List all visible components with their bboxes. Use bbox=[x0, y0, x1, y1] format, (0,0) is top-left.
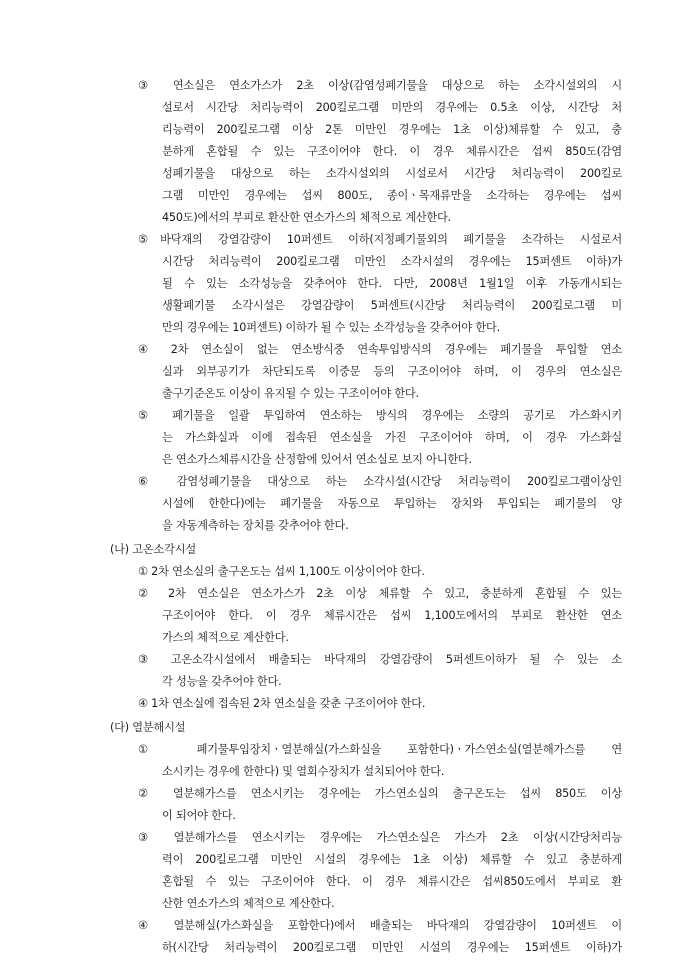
pyrolysis-item-3-line-3: 혼합될 수 있는 구조이어야 한다. 이 경우 체류시간은 섭씨850도에서 부피로 환 bbox=[162, 875, 622, 888]
pyrolysis-item-3-line-4: 산한 연소가스의 체적으로 계산한다. bbox=[162, 897, 335, 910]
paragraph-4-continuous-feed-line-3: 출구기준온도 이상이 유지될 수 있는 구조이어야 한다. bbox=[162, 387, 419, 400]
paragraph-5-batch-feed-line-1: ⑤ 폐기물을 일괄 투입하여 연소하는 방식의 경우에는 소량의 공기로 가스화시키 bbox=[138, 409, 622, 422]
high-temp-item-2-line-1: ② 2차 연소실은 연소가스가 2초 이상 체류할 수 있고, 충분하게 혼합될 수 있는 bbox=[138, 587, 622, 600]
paragraph-6-infectious-line-1: ⑥ 감염성폐기물을 대상으로 하는 소각시설(시간당 처리능력이 200킬로그램이상인 bbox=[138, 475, 622, 488]
paragraph-3-combustion-line-6: 그램 미만인 경우에는 섭씨 800도, 종이ㆍ목재류만을 소각하는 경우에는 섭씨 bbox=[162, 189, 622, 202]
paragraph-4-continuous-feed-line-2: 실과 외부공기가 차단되도록 이중문 등의 구조이어야 하며, 이 경우의 연소실은 bbox=[162, 365, 622, 378]
paragraph-6-infectious-line-3: 을 자동계측하는 장치를 갖추어야 한다. bbox=[162, 519, 349, 532]
paragraph-5-bottom-ash-line-2: 시간당 처리능력이 200킬로그램 미만인 소각시설의 경우에는 15퍼센트 이하)가 bbox=[162, 255, 622, 268]
paragraph-5-bottom-ash-line-4: 생활폐기물 소각시설은 강열감량이 5퍼센트(시간당 처리능력이 200킬로그램 미 bbox=[162, 299, 622, 312]
high-temp-item-2-line-2: 구조이어야 한다. 이 경우 체류시간은 섭씨 1,100도에서의 부피로 환산한 연소 bbox=[162, 609, 622, 622]
high-temp-item-3-line-1: ③ 고온소각시설에서 배출되는 바닥재의 강열감량이 5퍼센트이하가 될 수 있는 소 bbox=[138, 653, 622, 666]
paragraph-3-combustion-line-4: 분하게 혼합될 수 있는 구조이어야 한다. 이 경우 체류시간은 섭씨 850도(감염 bbox=[162, 145, 622, 158]
pyrolysis-item-1-line-1: ① 폐기물투입장치ㆍ열분해실(가스화실을 포함한다)ㆍ가스연소실(열분해가스를 연 bbox=[138, 743, 622, 756]
paragraph-6-infectious-line-2: 시설에 한한다)에는 폐기물을 자동으로 투입하는 장치와 투입되는 폐기물의 양 bbox=[162, 497, 622, 510]
pyrolysis-item-3-line-1: ③ 열분해가스를 연소시키는 경우에는 가스연소실은 가스가 2초 이상(시간당처리능 bbox=[138, 831, 622, 844]
high-temp-item-1: ① 2차 연소실의 출구온도는 섭씨 1,100도 이상이어야 한다. bbox=[138, 565, 425, 578]
paragraph-5-bottom-ash-line-5: 만의 경우에는 10퍼센트) 이하가 될 수 있는 소각성능을 갖추어야 한다. bbox=[162, 321, 500, 334]
paragraph-5-bottom-ash-line-1: ⑤바닥재의 강열감량이 10퍼센트 이하(지정폐기물외의 폐기물을 소각하는 시설로서 bbox=[138, 233, 622, 246]
paragraph-3-combustion-line-3: 리능력이 200킬로그램 이상 2톤 미만인 경우에는 1초 이상)체류할 수 있고, 충 bbox=[162, 123, 622, 136]
pyrolysis-item-1-line-2: 소시키는 경우에 한한다) 및 열회수장치가 설치되어야 한다. bbox=[162, 765, 445, 778]
paragraph-3-combustion-line-2: 설로서 시간당 처리능력이 200킬로그램 미만의 경우에는 0.5초 이상, 시간당 처 bbox=[162, 101, 622, 114]
paragraph-3-combustion-line-7: 450도)에서의 부피로 환산한 연소가스의 체적으로 계산한다. bbox=[162, 211, 452, 224]
paragraph-5-batch-feed-line-2: 는 가스화실과 이에 접속된 연소실을 가진 구조이어야 하며, 이 경우 가스화실 bbox=[162, 431, 622, 444]
high-temp-item-3-line-2: 각 성능을 갖추어야 한다. bbox=[162, 675, 282, 688]
pyrolysis-item-4-line-2: 하(시간당 처리능력이 200킬로그램 미만인 시설의 경우에는 15퍼센트 이하)가 bbox=[162, 941, 622, 954]
pyrolysis-item-2-line-1: ② 열분해가스를 연소시키는 경우에는 가스연소실의 출구온도는 섭씨 850도 이상 bbox=[138, 787, 622, 800]
high-temp-item-2-line-3: 가스의 체적으로 계산한다. bbox=[162, 631, 289, 644]
paragraph-4-continuous-feed-line-1: ④ 2차 연소실이 없는 연소방식중 연속투입방식의 경우에는 폐기물을 투입할 연소 bbox=[138, 343, 622, 356]
paragraph-3-combustion-line-1: ③ 연소실은 연소가스가 2초 이상(감염성폐기물을 대상으로 하는 소각시설외의 시 bbox=[138, 79, 622, 92]
pyrolysis-item-2-line-2: 이 되어야 한다. bbox=[162, 809, 236, 822]
pyrolysis-item-4-line-1: ④ 열분해실(가스화실을 포함한다)에서 배출되는 바닥재의 강열감량이 10퍼센트 이 bbox=[138, 919, 622, 932]
paragraph-3-combustion-line-5: 성폐기물을 대상으로 하는 소각시설외의 시설로서 시간당 처리능력이 200킬로 bbox=[162, 167, 622, 180]
paragraph-5-bottom-ash-line-3: 될 수 있는 소각성능을 갖추어야 한다. 다만, 2008년 1월1일 이후 가동개시되는 bbox=[162, 277, 622, 290]
section-heading-high-temp: (나) 고온소각시설 bbox=[110, 543, 196, 556]
paragraph-5-batch-feed-line-3: 은 연소가스체류시간을 산정함에 있어서 연소실로 보지 아니한다. bbox=[162, 453, 472, 466]
pyrolysis-item-3-line-2: 력이 200킬로그램 미만인 시설의 경우에는 1초 이상) 체류할 수 있고 충분하게 bbox=[162, 853, 622, 866]
section-heading-pyrolysis: (다) 열분해시설 bbox=[110, 721, 186, 734]
high-temp-item-4: ④ 1차 연소실에 접속된 2차 연소실을 갖춘 구조이어야 한다. bbox=[138, 697, 426, 710]
